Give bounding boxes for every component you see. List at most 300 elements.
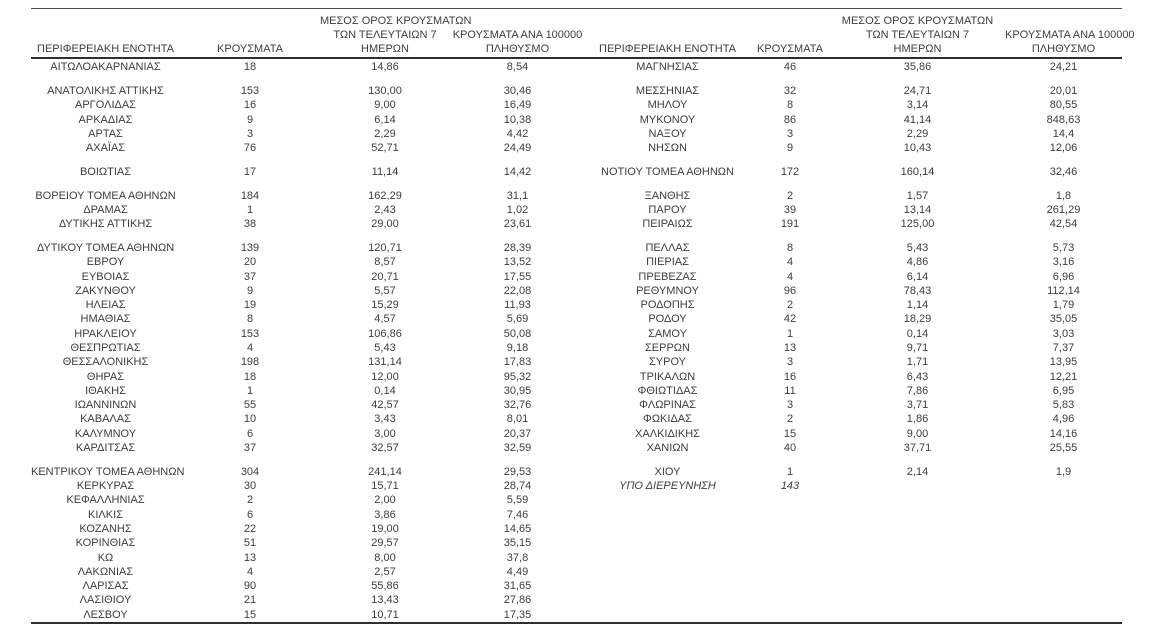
left-avg7-cell: 15,29 [371,299,399,312]
left-avg7-cell: 130,00 [368,85,402,98]
table-row [31,327,1122,341]
left-avg7-cell: 52,71 [371,142,399,155]
left-avg7-cell: 11,14 [371,165,399,178]
right-avg7-cell: 2,14 [906,465,929,478]
header-per100k-right [1005,28,1135,57]
left-region-cell: ΚΕΡΚΥΡΑΣ [76,480,135,493]
left-avg7-cell: 9,00 [374,99,396,112]
left-per100k-cell: 35,15 [503,537,532,550]
right-avg7-cell: 41,14 [903,113,932,126]
table-row [31,312,1122,326]
right-per100k-cell [1005,608,1122,622]
table-row [31,536,1122,550]
right-region-cell [585,536,750,550]
right-region-cell: ΦΘΙΩΤΙΔΑΣ [637,384,698,397]
right-avg7-cell: 6,43 [906,370,929,383]
left-cases-cell: 3 [246,127,254,140]
left-region-cell: ΕΥΒΟΙΑΣ [81,270,130,283]
left-per100k-cell: 4,42 [506,127,529,140]
left-cases-cell: 198 [240,356,260,369]
table-row [31,298,1122,312]
left-cases-cell: 304 [240,465,260,478]
right-cases-cell [750,551,830,565]
left-per100k-cell: 24,49 [503,142,532,155]
left-avg7-cell: 29,57 [371,537,399,550]
right-region-cell: ΝΟΤΙΟΥ ΤΟΜΕΑ ΑΘΗΝΩΝ [601,165,734,178]
left-cases-cell: 22 [243,522,257,535]
left-avg7-cell: 106,86 [368,327,402,340]
right-region-cell [585,508,750,522]
left-region-cell: ΚΑΡΔΙΤΣΑΣ [75,442,136,455]
left-avg7-cell: 55,86 [371,580,399,593]
left-avg7-cell: 10,71 [371,608,399,621]
right-region-cell: ΡΟΔΟΥ [648,313,687,326]
right-region-cell: ΣΥΡΟΥ [648,356,686,369]
table-row [31,427,1122,441]
right-avg7-cell: 125,00 [900,218,935,231]
right-per100k-cell: 112,14 [1047,284,1080,297]
right-avg7-cell: 18,29 [903,313,932,326]
left-cases-cell: 153 [240,327,260,340]
table-row [31,479,1122,493]
right-per100k-cell: 848,63 [1046,113,1081,126]
right-cases-cell: 13 [783,342,797,354]
right-avg7-cell [830,508,1005,522]
right-region-cell: ΧΑΛΚΙΔΙΚΗΣ [635,427,700,440]
right-cases-cell: 32 [783,85,797,98]
left-per100k-cell: 11,93 [504,299,531,312]
left-per100k-cell: 32,76 [503,399,532,412]
table-row [31,113,1122,127]
left-per100k-cell: 14,42 [503,165,532,178]
left-per100k-cell: 22,08 [503,284,532,297]
right-region-cell: ΠΕΛΛΑΣ [645,241,690,254]
right-avg7-cell [830,579,1005,593]
right-per100k-cell: 80,55 [1049,99,1078,112]
right-avg7-cell: 9,00 [906,427,929,440]
header-per100k-left [450,29,585,57]
right-avg7-cell [830,608,1005,622]
right-region-cell [585,608,750,622]
right-per100k-cell [1005,493,1122,507]
right-avg7-cell: 1,14 [906,299,929,312]
left-region-cell: ΛΑΡΙΣΑΣ [82,580,129,593]
left-region-cell: ΗΜΑΘΙΑΣ [80,313,131,326]
left-region-cell: ΑΧΑΪΑΣ [85,142,126,155]
left-region-cell: ΘΕΣΣΑΛΟΝΙΚΗΣ [62,356,149,369]
header-region-left [31,43,180,57]
left-cases-cell: 184 [240,189,260,202]
right-region-cell: ΠΕΙΡΑΙΩΣ [642,218,693,231]
table-row [31,579,1122,593]
table-row [31,84,1122,98]
right-per100k-cell: 13,95 [1049,356,1078,369]
left-avg7-cell: 3,43 [374,413,396,426]
right-region-cell: ΣΑΜΟΥ [648,327,687,340]
right-cases-cell: 4 [786,256,794,269]
right-per100k-cell: 35,05 [1049,313,1078,326]
right-avg7-cell: 2,29 [906,127,929,140]
header-cases-left-label: ΚΡΟΥΣΜΑΤΑ [217,42,283,55]
right-cases-cell: 2 [786,413,794,426]
left-per100k-cell: 28,39 [503,241,532,254]
header-per100k-left-line2: ΠΛΗΘΥΣΜΟ [485,42,550,55]
right-region-cell: ΝΗΣΩΝ [648,142,687,155]
left-cases-cell: 153 [240,85,260,98]
header-per100k-left-line1: ΚΡΟΥΣΜΑΤΑ ΑΝΑ 100000 [452,28,583,41]
left-region-cell: ΘΕΣΠΡΩΤΙΑΣ [70,342,141,354]
right-region-cell: ΧΙΟΥ [654,465,681,478]
left-avg7-cell: 6,14 [374,113,396,126]
left-region-cell: ΑΡΚΑΔΙΑΣ [78,113,133,126]
header-region-left-label: ΠΕΡΙΦΕΡΕΙΑΚΗ ΕΝΟΤΗΤΑ [37,42,174,55]
left-avg7-cell: 4,57 [374,313,396,326]
right-avg7-cell: 0,14 [906,327,929,340]
right-cases-cell [750,493,830,507]
left-avg7-cell: 0,14 [374,384,396,397]
group-separator [31,232,1122,241]
right-avg7-cell: 3,71 [906,399,929,412]
right-avg7-cell [830,479,1005,493]
right-avg7-cell [830,593,1005,607]
right-per100k-cell: 6,95 [1052,384,1075,397]
right-region-cell: ΞΑΝΘΗΣ [644,189,691,202]
right-region-cell: ΦΩΚΙΔΑΣ [643,413,692,426]
table-row [31,551,1122,565]
table-body [31,59,1122,624]
left-cases-cell: 15 [243,608,257,621]
right-per100k-cell [1005,551,1122,565]
right-cases-cell: 172 [780,165,800,178]
left-avg7-cell: 120,71 [368,241,402,254]
left-avg7-cell: 20,71 [371,270,399,283]
left-region-cell: ΚΩ [97,551,114,564]
right-per100k-cell [1005,565,1122,579]
right-cases-cell [750,608,830,622]
left-per100k-cell: 50,08 [503,327,532,340]
right-avg7-cell: 7,86 [906,384,929,397]
right-avg7-cell: 1,71 [906,356,929,369]
left-per100k-cell: 32,59 [503,442,532,455]
left-avg7-cell: 2,00 [374,494,396,507]
right-region-cell: ΤΡΙΚΑΛΩΝ [639,370,696,383]
left-avg7-cell: 13,43 [371,594,399,607]
right-per100k-cell [1005,508,1122,522]
right-avg7-cell: 6,14 [906,270,929,283]
table-row [31,370,1122,384]
right-avg7-cell: 1,86 [906,413,929,426]
table-row [31,127,1122,141]
left-cases-cell: 37 [243,442,257,455]
header-avg7-left-line3: ΗΜΕΡΩΝ [361,42,409,55]
table-row [31,465,1122,479]
right-per100k-cell: 1,9 [1055,465,1072,478]
right-per100k-cell: 4,96 [1052,413,1075,426]
right-cases-cell: 3 [786,356,794,369]
right-cases-cell: 8 [786,241,794,254]
right-cases-cell: 42 [783,313,797,326]
right-cases-cell: 3 [786,127,794,140]
group-separator [31,75,1122,84]
table-row [31,165,1122,179]
right-region-cell: ΠΑΡΟΥ [648,203,687,216]
left-avg7-cell: 131,14 [368,356,402,369]
table-row [31,284,1122,298]
left-avg7-cell: 14,86 [371,61,399,74]
right-region-cell [585,579,750,593]
table-row [31,217,1122,231]
table-row [31,608,1122,622]
right-per100k-cell: 12,06 [1049,142,1078,155]
table-row [31,241,1122,255]
left-cases-cell: 19 [243,299,257,312]
table-row [31,189,1122,203]
table-header-row [31,9,1135,59]
left-cases-cell: 51 [243,537,257,550]
right-cases-cell: 9 [786,142,794,155]
left-avg7-cell: 5,43 [374,342,396,354]
right-per100k-cell [1005,579,1122,593]
right-cases-cell: 15 [783,427,797,440]
left-region-cell: ΛΕΣΒΟΥ [83,608,128,621]
header-cases-right [750,43,830,57]
right-per100k-cell: 1,79 [1052,299,1075,312]
right-region-cell [585,551,750,565]
right-per100k-cell: 12,21 [1049,370,1078,383]
left-per100k-cell: 5,59 [506,494,529,507]
right-avg7-cell: 35,86 [903,61,932,74]
left-region-cell: ΚΕΦΑΛΛΗΝΙΑΣ [66,494,145,507]
left-per100k-cell: 5,69 [506,313,529,326]
left-per100k-cell: 17,35 [503,608,532,621]
left-per100k-cell: 8,01 [506,413,529,426]
table-row [31,412,1122,426]
right-cases-cell: 2 [786,189,794,202]
left-per100k-cell: 37,8 [506,551,529,564]
left-cases-cell: 4 [246,342,254,354]
header-avg7-right [830,15,1005,56]
right-region-cell: ΜΑΓΝΗΣΙΑΣ [636,61,699,74]
left-avg7-cell: 5,57 [374,284,396,297]
table-row [31,141,1122,155]
left-per100k-cell: 17,83 [503,356,532,369]
left-region-cell: ΘΗΡΑΣ [86,370,125,383]
left-region-cell: ΛΑΚΩΝΙΑΣ [77,565,134,578]
table-row [31,60,1122,74]
right-avg7-cell: 78,43 [903,284,932,297]
left-cases-cell: 139 [240,241,260,254]
left-cases-cell: 6 [246,427,254,440]
right-region-cell: ΡΟΔΟΠΗΣ [640,299,695,312]
left-cases-cell: 55 [243,399,257,412]
right-cases-cell [750,508,830,522]
left-region-cell: ΕΒΡΟΥ [86,256,125,269]
right-cases-cell: 16 [783,370,797,383]
right-region-cell: ΠΡΕΒΕΖΑΣ [638,270,697,283]
left-avg7-cell: 8,57 [374,256,396,269]
left-per100k-cell: 8,54 [506,61,529,74]
left-cases-cell: 2 [246,494,254,507]
left-region-cell: ΛΑΣΙΘΙΟΥ [79,594,132,607]
table-row [31,565,1122,579]
table-row [31,398,1122,412]
right-per100k-cell: 7,37 [1052,342,1075,354]
left-cases-cell: 6 [246,508,254,521]
table-row [31,508,1122,522]
left-avg7-cell: 162,29 [368,189,402,202]
header-cases-right-label: ΚΡΟΥΣΜΑΤΑ [757,42,823,55]
left-cases-cell: 1 [246,384,254,397]
table-row [31,441,1122,455]
right-cases-cell: 11 [784,384,796,397]
left-cases-cell: 20 [243,256,257,269]
left-cases-cell: 18 [243,61,257,74]
left-avg7-cell: 32,57 [371,442,399,455]
right-avg7-cell: 13,14 [903,203,932,216]
header-avg7-left-line1: ΜΕΣΟΣ ΟΡΟΣ ΚΡΟΥΣΜΑΤΩΝ [320,15,472,27]
right-cases-cell: 86 [783,113,797,126]
right-region-cell: ΥΠΟ ΔΙΕΡΕΥΝΗΣΗ [619,480,716,493]
left-region-cell: ΙΩΑΝΝΙΝΩΝ [74,399,137,412]
left-region-cell: ΔΥΤΙΚΟΥ ΤΟΜΕΑ ΑΘΗΝΩΝ [36,241,175,254]
right-per100k-cell: 5,83 [1052,399,1075,412]
left-cases-cell: 16 [243,99,257,112]
right-per100k-cell: 25,55 [1049,442,1078,455]
left-per100k-cell: 31,65 [503,580,532,593]
left-avg7-cell: 241,14 [368,465,402,478]
right-avg7-cell: 5,43 [906,241,929,254]
right-region-cell: ΝΑΞΟΥ [648,127,687,140]
right-cases-cell: 191 [780,218,800,231]
left-region-cell: ΚΟΡΙΝΘΙΑΣ [75,537,136,550]
table-row [31,522,1122,536]
right-region-cell: ΠΙΕΡΙΑΣ [646,256,689,269]
header-avg7-right-line1: ΜΕΣΟΣ ΟΡΟΣ ΚΡΟΥΣΜΑΤΩΝ [841,15,994,27]
right-region-cell: ΦΛΩΡΙΝΑΣ [639,399,696,412]
left-cases-cell: 18 [243,370,257,383]
left-region-cell: ΚΑΛΥΜΝΟΥ [74,427,137,440]
right-cases-cell: 4 [786,270,794,283]
right-avg7-cell [830,536,1005,550]
left-region-cell: ΒΟΙΩΤΙΑΣ [79,165,132,178]
left-cases-cell: 8 [246,313,254,326]
left-region-cell: ΗΡΑΚΛΕΙΟΥ [74,327,137,340]
left-region-cell: ΚΑΒΑΛΑΣ [80,413,131,426]
left-cases-cell: 1 [246,203,254,216]
header-cases-left [180,43,320,57]
table-row [31,593,1122,607]
right-region-cell [585,565,750,579]
left-avg7-cell: 19,00 [371,522,399,535]
right-per100k-cell: 1,8 [1055,189,1072,202]
right-region-cell: ΣΕΡΡΩΝ [645,342,690,354]
left-cases-cell: 90 [243,580,257,593]
header-region-right [585,43,750,57]
right-per100k-cell: 42,54 [1049,218,1078,231]
right-region-cell [585,593,750,607]
left-per100k-cell: 17,55 [503,270,532,283]
left-per100k-cell: 30,95 [503,384,532,397]
right-per100k-cell [1005,536,1122,550]
right-avg7-cell: 9,71 [906,342,929,354]
right-per100k-cell: 261,29 [1046,203,1081,216]
left-cases-cell: 38 [243,218,257,231]
right-avg7-cell [830,565,1005,579]
table-row [31,270,1122,284]
right-avg7-cell: 10,43 [903,142,932,155]
left-cases-cell: 9 [246,284,254,297]
header-per100k-right-line1: ΚΡΟΥΣΜΑΤΑ ΑΝΑ 100000 [1005,28,1135,41]
left-avg7-cell: 15,71 [371,480,399,493]
group-separator [31,179,1122,188]
left-cases-cell: 13 [243,551,257,564]
right-per100k-cell: 24,21 [1049,61,1078,74]
right-region-cell [585,493,750,507]
left-per100k-cell: 95,32 [503,370,532,383]
left-region-cell: ΔΡΑΜΑΣ [83,203,128,216]
left-cases-cell: 10 [243,413,257,426]
right-avg7-cell: 24,71 [903,85,932,98]
left-per100k-cell: 4,49 [506,565,529,578]
left-avg7-cell: 3,86 [374,508,396,521]
right-cases-cell: 96 [783,284,797,297]
left-per100k-cell: 30,46 [503,85,532,98]
left-avg7-cell: 29,00 [371,218,399,231]
right-per100k-cell: 14,4 [1052,127,1075,140]
left-per100k-cell: 16,49 [503,99,532,112]
right-cases-cell: 3 [786,399,794,412]
left-per100k-cell: 9,18 [506,342,529,354]
right-cases-cell [750,579,830,593]
right-region-cell: ΧΑΝΙΩΝ [646,442,689,455]
header-avg7-left-line2: ΤΩΝ ΤΕΛΕΥΤΑΙΩΝ 7 [333,28,437,41]
left-per100k-cell: 28,74 [503,480,532,493]
header-avg7-right-line3: ΗΜΕΡΩΝ [893,42,942,55]
right-region-cell [585,522,750,536]
right-per100k-cell: 32,46 [1049,165,1078,178]
left-region-cell: ΚΙΛΚΙΣ [88,508,123,521]
right-avg7-cell: 160,14 [900,165,935,178]
right-cases-cell [750,536,830,550]
right-per100k-cell: 6,96 [1052,270,1075,283]
table-row [31,98,1122,112]
right-avg7-cell [830,551,1005,565]
left-cases-cell: 17 [243,165,257,178]
right-cases-cell: 2 [786,299,794,312]
left-per100k-cell: 14,65 [503,522,532,535]
right-avg7-cell: 1,57 [906,189,929,202]
left-per100k-cell: 20,37 [503,427,532,440]
left-per100k-cell: 27,86 [503,594,532,607]
right-per100k-cell: 20,01 [1049,85,1078,98]
right-cases-cell: 8 [786,99,794,112]
right-cases-cell [750,593,830,607]
table-row [31,493,1122,507]
group-separator [31,156,1122,165]
left-avg7-cell: 2,43 [374,203,396,216]
left-avg7-cell: 42,57 [371,399,399,412]
left-region-cell: ΚΕΝΤΡΙΚΟΥ ΤΟΜΕΑ ΑΘΗΝΩΝ [31,465,185,478]
left-per100k-cell: 1,02 [506,203,529,216]
left-avg7-cell: 8,00 [374,551,396,564]
left-region-cell: ΗΛΕΙΑΣ [85,299,126,312]
right-cases-cell: 40 [783,442,797,455]
left-avg7-cell: 12,00 [371,370,399,383]
right-per100k-cell [1005,479,1122,493]
right-cases-cell [750,522,830,536]
right-region-cell: ΜΕΣΣΗΝΙΑΣ [635,85,700,98]
right-region-cell: ΜΥΚΟΝΟΥ [639,113,696,126]
